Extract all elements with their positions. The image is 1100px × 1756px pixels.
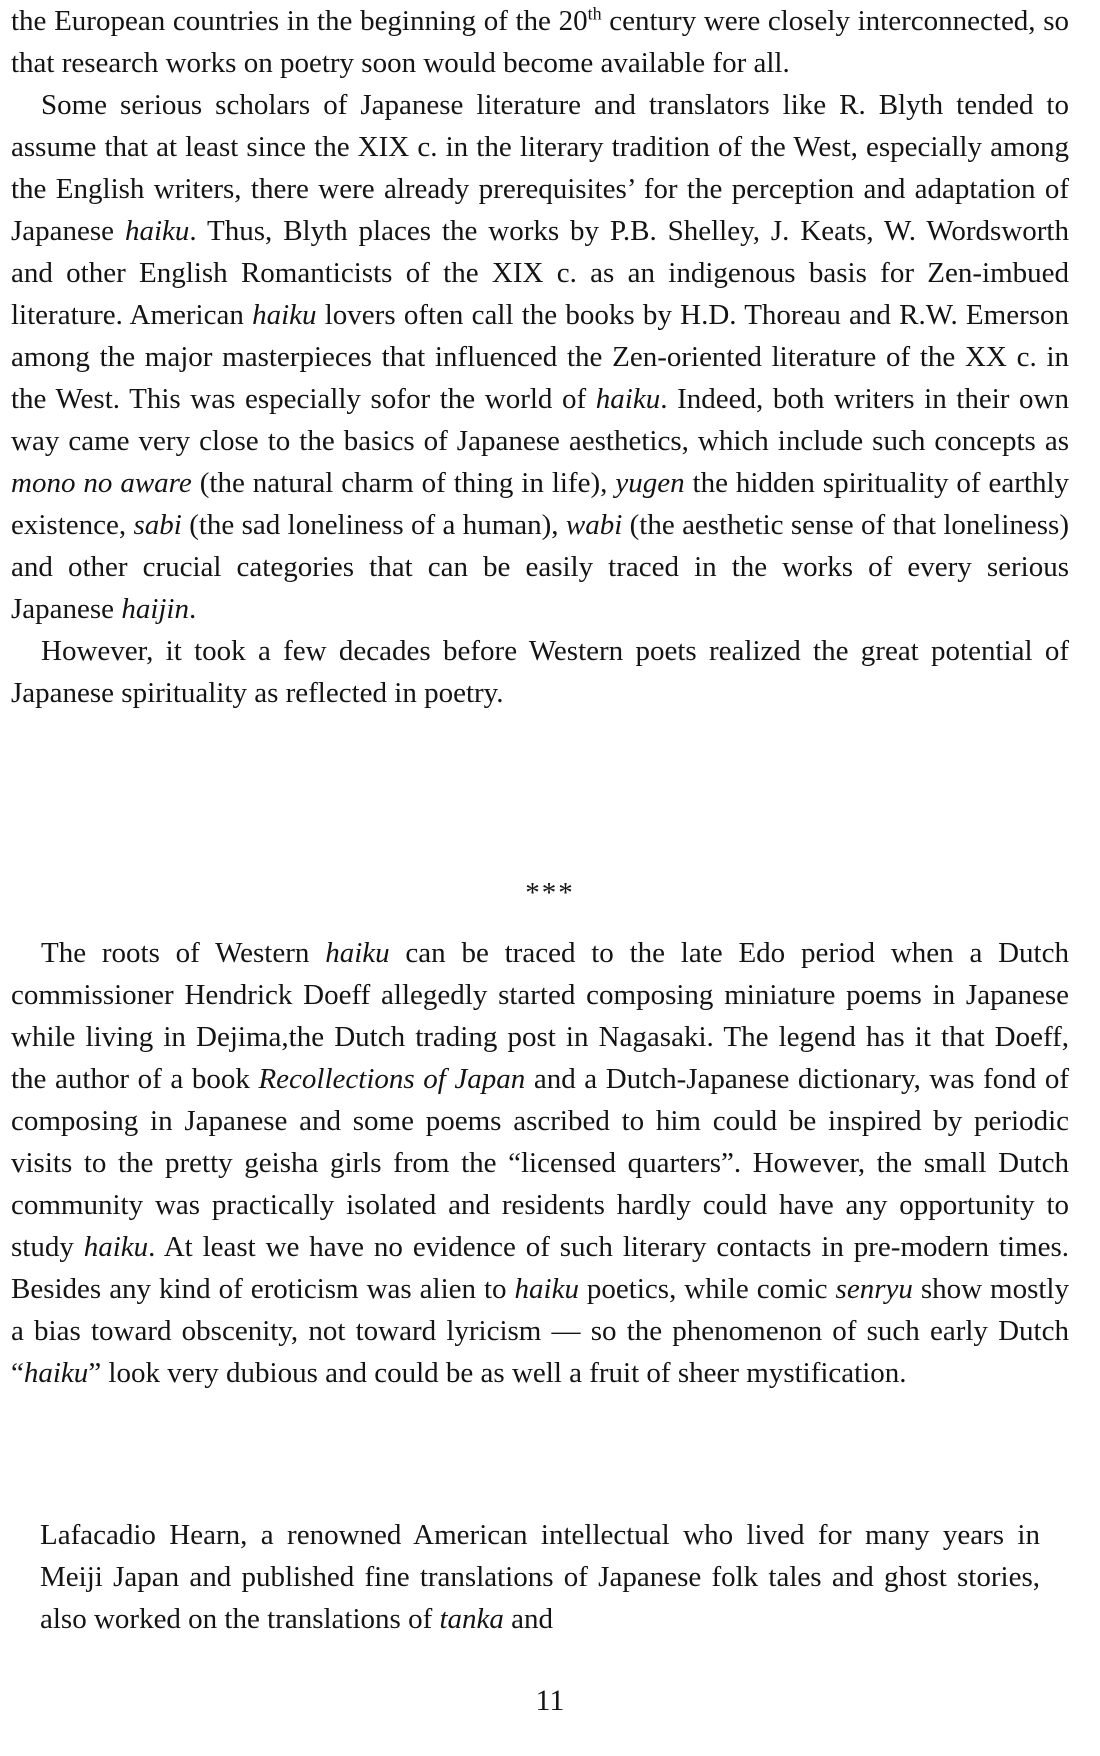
- text-span: (the aesthetic sense of that loneliness) and other crucial categories that can be easily traced in the works of every serious Japanese: [11, 509, 1070, 625]
- text-span: . Indeed, both writers in their own way came very close to the basics of Japanese aesthetics, which include such concepts as: [11, 383, 1069, 457]
- text-span: and a Dutch-Japanese dictionary, was fond of composing in Japanese and some poems ascribed to him could be inspired by periodic visits to the pretty geisha girls from the “licensed quarters”. However, the small Dutch community was practically isolated and residents hardly could have any opportunity to study: [11, 1063, 1070, 1263]
- italic-term: sabi: [133, 509, 182, 541]
- italic-term: haiku: [83, 1231, 149, 1263]
- italic-term: haiku: [325, 937, 390, 969]
- text-block-top: [11, 0, 1069, 714]
- text-block-bottom: [40, 1514, 1040, 1640]
- text-span: lovers often call the books by H.D. Thoreau and R.W. Emerson among the major masterpieces that influenced the Zen-oriented literature of the XX c. in the West. This was especially sofor the world of: [11, 299, 1070, 415]
- text-span: century were closely interconnected, so that research works on poetry soon would become available for all.: [11, 5, 1069, 79]
- text-span: show mostly a bias toward obscenity, not toward lyricism — so the phenomenon of such early Dutch “: [11, 1273, 1069, 1389]
- italic-term: haiku: [23, 1357, 89, 1389]
- italic-term: senryu: [835, 1273, 913, 1305]
- text-span: the hidden spirituality of earthly existence,: [11, 467, 1070, 541]
- italic-term: haiku: [124, 215, 190, 247]
- text-span: . At least we have no evidence of such literary contacts in pre-modern times. Besides any kind of eroticism was alien to: [11, 1231, 1069, 1305]
- text-block-middle: [11, 932, 1069, 1394]
- italic-term: haijin: [121, 593, 189, 625]
- text-span: Lafacadio Hearn, a renowned American intellectual who lived for many years in Meiji Japan and published fine translations of Japanese folk tales and ghost stories, also worked on the translations of: [40, 1519, 1040, 1635]
- italic-term: tanka: [439, 1603, 504, 1635]
- italic-term: haiku: [595, 383, 661, 415]
- italic-term: haiku: [252, 299, 317, 331]
- italic-term: yugen: [615, 467, 685, 499]
- paragraph-2: [11, 84, 1069, 630]
- text-span: The roots of Western: [41, 937, 326, 969]
- paragraph-1: [11, 0, 1069, 84]
- italic-term: wabi: [565, 509, 623, 541]
- section-separator: ***: [525, 877, 575, 909]
- text-span: However, it took a few decades before Western poets realized the great potential of Japanese spirituality as reflected in poetry.: [11, 635, 1069, 709]
- italic-term: haiku: [514, 1273, 579, 1305]
- text-span: ” look very dubious and could be as well a fruit of sheer mystification.: [88, 1357, 907, 1389]
- italic-term: mono no aware: [11, 467, 192, 499]
- page-number: 11: [535, 1684, 565, 1717]
- text-span: and: [503, 1603, 554, 1635]
- text-span: (the natural charm of thing in life),: [191, 467, 616, 499]
- superscript: th: [587, 3, 602, 24]
- text-span: poetics, while comic: [578, 1273, 836, 1305]
- text-span: .: [188, 593, 197, 625]
- text-span: the European countries in the beginning of the 20: [11, 5, 588, 37]
- text-span: (the sad loneliness of a human),: [181, 509, 566, 541]
- text-span: can be traced to the late Edo period when a Dutch commissioner Hendrick Doeff allegedly started composing miniature poems in Japanese while living in Dejima,the Dutch trading post in Nagasaki. The legend has it that Doeff, the author of a book: [11, 937, 1069, 1095]
- paragraph-3: [11, 630, 1069, 714]
- text-span: Some serious scholars of Japanese literature and translators like R. Blyth tended to assume that at least since the XIX c. in the literary tradition of the West, especially among the English writers, there were already prerequisites’ for the perception and adaptation of Japanese: [11, 89, 1069, 247]
- italic-title: Recollections of Japan: [258, 1063, 526, 1095]
- text-span: . Thus, Blyth places the works by P.B. Shelley, J. Keats, W. Wordsworth and other English Romanticists of the XIX c. as an indigenous basis for Zen-imbued literature. American: [11, 215, 1069, 331]
- paragraph-4: [11, 932, 1069, 1394]
- paragraph-5: [40, 1514, 1040, 1640]
